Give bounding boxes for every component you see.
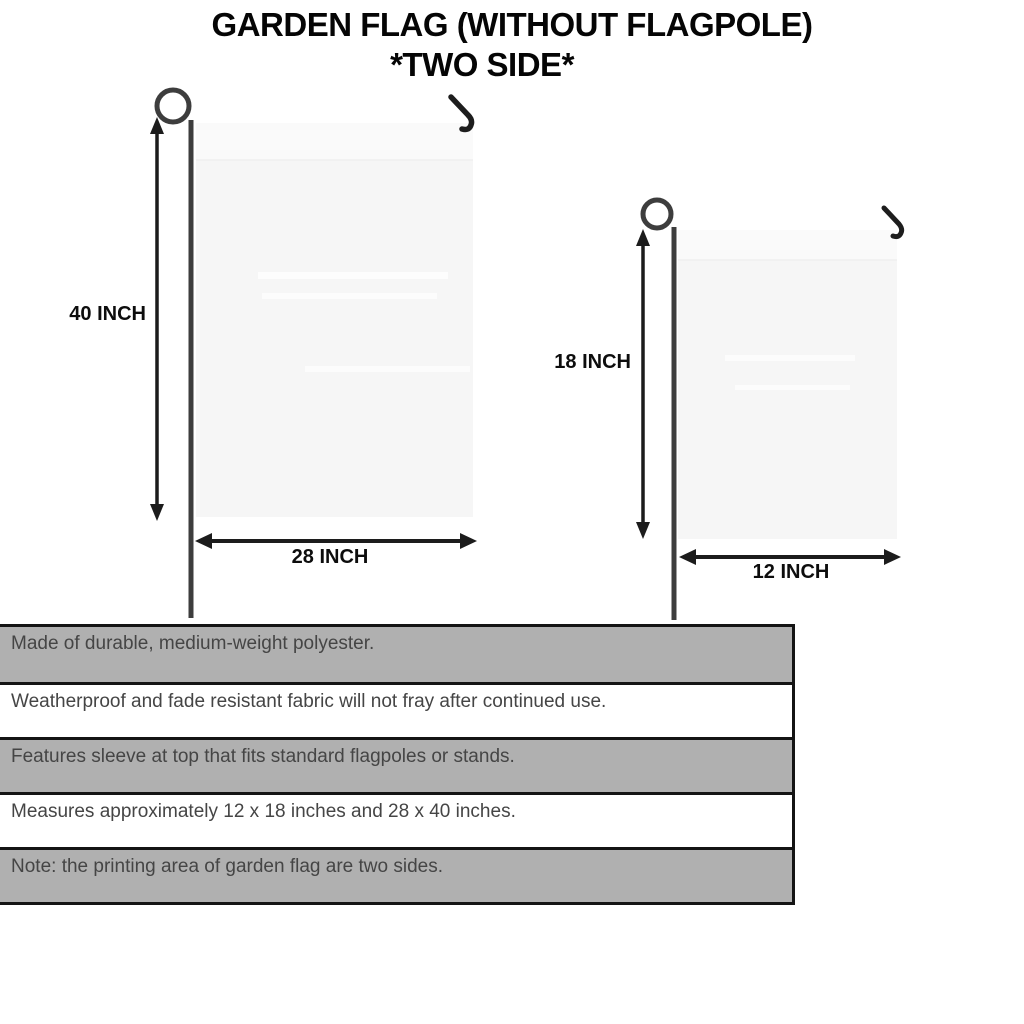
feature-row-material: Made of durable, medium-weight polyester. bbox=[0, 627, 792, 682]
large-flag-height-label: 40 INCH bbox=[69, 303, 146, 325]
large-flag-canvas bbox=[196, 123, 473, 517]
small-flag-sleeve bbox=[678, 230, 897, 260]
feature-row-measurements: Measures approximately 12 x 18 inches and 28 x 40 inches. bbox=[0, 792, 792, 847]
large-flag-group bbox=[150, 90, 477, 618]
page-title: GARDEN FLAG (WITHOUT FLAGPOLE) bbox=[211, 6, 813, 43]
features-table bbox=[0, 624, 795, 905]
fabric-sheen bbox=[258, 272, 448, 279]
small-flag-canvas bbox=[678, 230, 897, 539]
large-flag-height-arrow bbox=[150, 117, 164, 521]
fabric-sheen bbox=[725, 355, 855, 361]
small-flag-group bbox=[636, 200, 902, 620]
large-flag-width-label: 28 INCH bbox=[291, 546, 369, 568]
feature-row-weatherproof: Weatherproof and fade resistant fabric will not fray after continued use. bbox=[0, 682, 792, 737]
feature-row-note: Note: the printing area of garden flag are two sides. bbox=[0, 847, 792, 902]
small-flag-height-arrow bbox=[636, 229, 650, 539]
fabric-sheen bbox=[735, 385, 850, 390]
page-subtitle: *TWO SIDE* bbox=[390, 46, 574, 83]
large-flag-pole-loop bbox=[157, 90, 189, 122]
small-flag-height-label: 18 INCH bbox=[554, 351, 631, 373]
fabric-sheen bbox=[305, 366, 470, 372]
feature-row-sleeve: Features sleeve at top that fits standard flagpoles or stands. bbox=[0, 737, 792, 792]
fabric-sheen bbox=[262, 293, 437, 299]
large-flag-sleeve bbox=[196, 123, 473, 160]
small-flag-pole-loop bbox=[643, 200, 671, 228]
small-flag-width-label: 12 INCH bbox=[752, 561, 830, 583]
